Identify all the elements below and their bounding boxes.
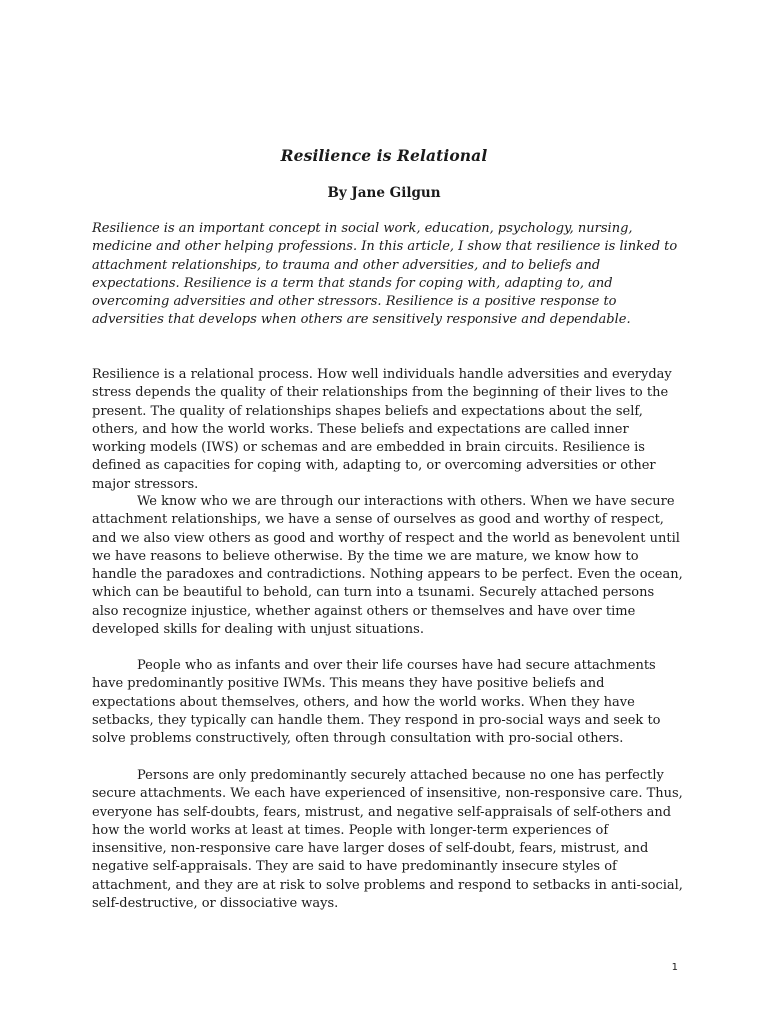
document-title: Resilience is Relational [280,146,488,165]
body-paragraph-4: Persons are only predominantly securely attached because no one has perfectly secure attachments. We each have experienced of insensitive, non-responsive care. Thus, everyone has self-doubts, fears, mistrust, and negative self-appraisals of self-others and how the world works at least at times. People with longer-term experiences of insensitive, non-responsive care have larger doses of self-doubt, fears, mistrust, and negative self-appraisals. They are said to have predominantly insecure styles of attachment, and they are at risk to solve problems and respond to setbacks in anti-social, self-destructive, or dissociative ways. [92,768,683,912]
body-paragraph-3: People who as infants and over their life courses have had secure attachments have predominantly positive IWMs. This means they have positive beliefs and expectations about themselves, others, and how the world works. When they have setbacks, they typically can handle them. They respond in pro-social ways and seek to solve problems constructively, often through consultation with pro-social others. [92,658,661,747]
page-number: 1 [671,962,678,973]
author-byline: By Jane Gilgun [327,185,441,201]
body-paragraph-1: Resilience is a relational process. How well individuals handle adversities and everyday stress depends the quality of their relationships from the beginning of their lives to the present. The quality of relationships shapes beliefs and expectations about the self, others, and how the world works. These beliefs and expectations are called inner working models (IWS) or schemas and are embedded in brain circuits. Resilience is defined as capacities for coping with, adapting to, or overcoming adversities or other major stressors. [92,367,672,492]
abstract-paragraph: Resilience is an important concept in social work, education, psychology, nursing, medicine and other helping professions. In this article, I show that resilience is linked to attachment relationships, to trauma and other adversities, and to beliefs and expectations. Resilience is a term that stands for coping with, adapting to, and overcoming adversities and other stressors. Resilience is a positive response to adversities that develops when others are sensitively responsive and dependable. [92,221,678,328]
body-paragraph-2: We know who we are through our interactions with others. When we have secure attachment relationships, we have a sense of ourselves as good and worthy of respect, and we also view others as good and worthy of respect and the world as benevolent until we have reasons to believe otherwise. By the time we are mature, we know how to handle the paradoxes and contradictions. Nothing appears to be perfect. Even the ocean, which can be beautiful to behold, can turn into a tsunami. Securely attached persons also recognize injustice, whether against others or themselves and have over time developed skills for dealing with unjust situations. [92,494,683,638]
